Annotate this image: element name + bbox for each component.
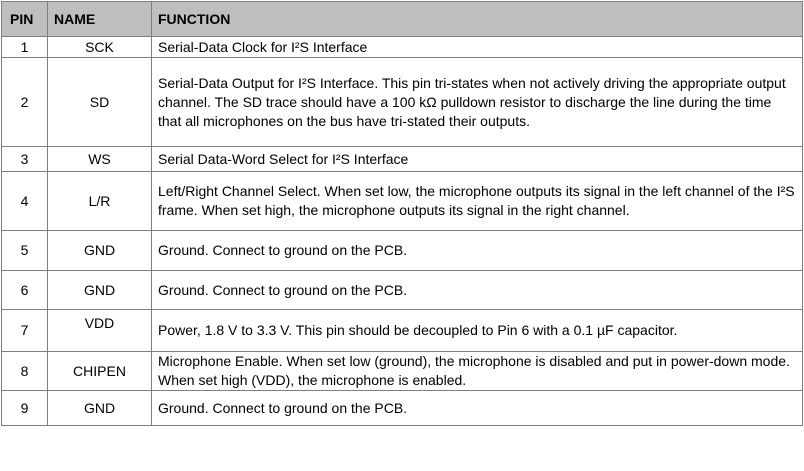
pin-name-cell: WS [48,147,152,172]
pin-number-cell: 4 [2,172,48,231]
table-row [2,391,803,426]
table-row [2,147,803,172]
pin-function-cell: Ground. Connect to ground on the PCB. [152,391,803,426]
pin-name-cell: SCK [48,37,152,58]
pin-function-cell: Microphone Enable. When set low (ground), the microphone is disabled and put in power-down mode. When set high (VDD), the microphone is enabled. [152,352,803,391]
pin-number-cell: 1 [2,37,48,58]
table-row [2,172,803,231]
pin-number-cell: 9 [2,391,48,426]
pin-name-cell: L/R [48,172,152,231]
pin-function-cell: Power, 1.8 V to 3.3 V. This pin should be decoupled to Pin 6 with a 0.1 µF capacitor. [152,310,803,352]
pin-function-cell: Serial Data-Word Select for I²S Interface [152,147,803,172]
pin-name-cell: GND [48,391,152,426]
pin-number-cell: 6 [2,271,48,310]
pin-number-cell: 5 [2,231,48,271]
pin-function-cell: Ground. Connect to ground on the PCB. [152,271,803,310]
pin-number-cell: 8 [2,352,48,391]
table-row [2,37,803,58]
pin-name-cell: VDD [48,310,152,352]
column-header-pin: PIN [2,2,48,37]
pin-name-cell: SD [48,58,152,147]
pin-name-cell: GND [48,231,152,271]
table-header-row [2,2,803,37]
pin-function-table [1,1,803,426]
table-row [2,58,803,147]
pin-function-cell: Serial-Data Output for I²S Interface. This pin tri-states when not actively driving the appropriate output channel. The SD trace should have a 100 kΩ pulldown resistor to discharge the line during the time that all microphones on the bus have tri-stated their outputs. [152,58,803,147]
table-row [2,352,803,391]
pin-name-cell: GND [48,271,152,310]
pin-function-cell: Serial-Data Clock for I²S Interface [152,37,803,58]
column-header-name: NAME [48,2,152,37]
pin-function-cell: Left/Right Channel Select. When set low, the microphone outputs its signal in the left channel of the I²S frame. When set high, the microphone outputs its signal in the right channel. [152,172,803,231]
pin-number-cell: 2 [2,58,48,147]
pin-number-cell: 7 [2,310,48,352]
table-row [2,231,803,271]
column-header-function: FUNCTION [152,2,803,37]
pin-number-cell: 3 [2,147,48,172]
table-row [2,271,803,310]
pin-name-cell: CHIPEN [48,352,152,391]
pin-function-cell: Ground. Connect to ground on the PCB. [152,231,803,271]
table-row [2,310,803,352]
